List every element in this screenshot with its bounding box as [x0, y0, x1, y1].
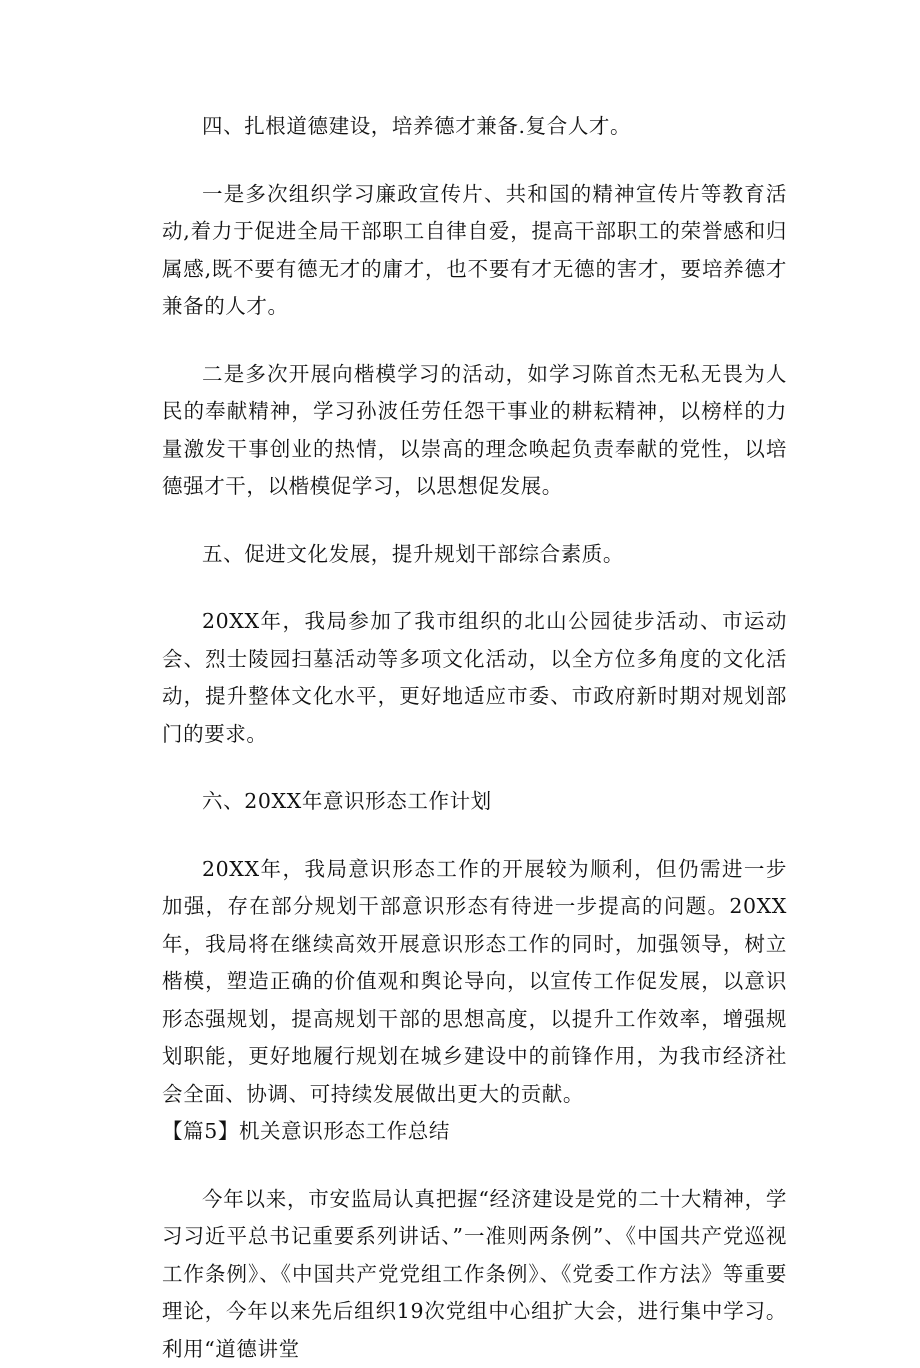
- paragraph-3: 20XX年，我局参加了我市组织的北山公园徒步活动、市运动会、烈士陵园扫墓活动等多项文化活动，以全方位多角度的文化活动，提升整体文化水平，更好地适应市委、市政府新时期对规划部门的要求。: [162, 603, 787, 753]
- paragraph-1: 一是多次组织学习廉政宣传片、共和国的精神宣传片等教育活动,着力于促进全局干部职工自律自爱，提高干部职工的荣誉感和归属感,既不要有德无才的庸才，也不要有才无德的害才，要培养德才兼备的人才。: [162, 176, 787, 326]
- paragraph-5: 今年以来，市安监局认真把握“经济建设是党的二十大精神，学习习近平总书记重要系列讲话、”一准则两条例”、《中国共产党巡视工作条例》、《中国共产党党组工作条例》、《党委工作方法》等重要理论，今年以来先后组织19次党组中心组扩大会，进行集中学习。利用“道德讲堂: [162, 1181, 787, 1368]
- paragraph-2: 二是多次开展向楷模学习的活动，如学习陈首杰无私无畏为人民的奉献精神，学习孙波任劳任怨干事业的耕耘精神，以榜样的力量激发干事创业的热情，以崇高的理念唤起负责奉献的党性，以培德强才干，以楷模促学习，以思想促发展。: [162, 356, 787, 506]
- section-title-5: 【篇5】机关意识形态工作总结: [162, 1113, 787, 1151]
- paragraph-4: 20XX年，我局意识形态工作的开展较为顺利，但仍需进一步加强，存在部分规划干部意识形态有待进一步提高的问题。20XX年，我局将在继续高效开展意识形态工作的同时，加强领导，树立楷模，塑造正确的价值观和舆论导向，以宣传工作促发展，以意识形态强规划，提高规划干部的思想高度，以提升工作效率，增强规划职能，更好地履行规划在城乡建设中的前锋作用，为我市经济社会全面、协调、可持续发展做出更大的贡献。: [162, 851, 787, 1114]
- heading-section-4: 四、扎根道德建设，培养德才兼备.复合人才。: [162, 108, 787, 146]
- heading-section-6: 六、20XX年意识形态工作计划: [162, 783, 787, 821]
- heading-section-5: 五、促进文化发展，提升规划干部综合素质。: [162, 536, 787, 574]
